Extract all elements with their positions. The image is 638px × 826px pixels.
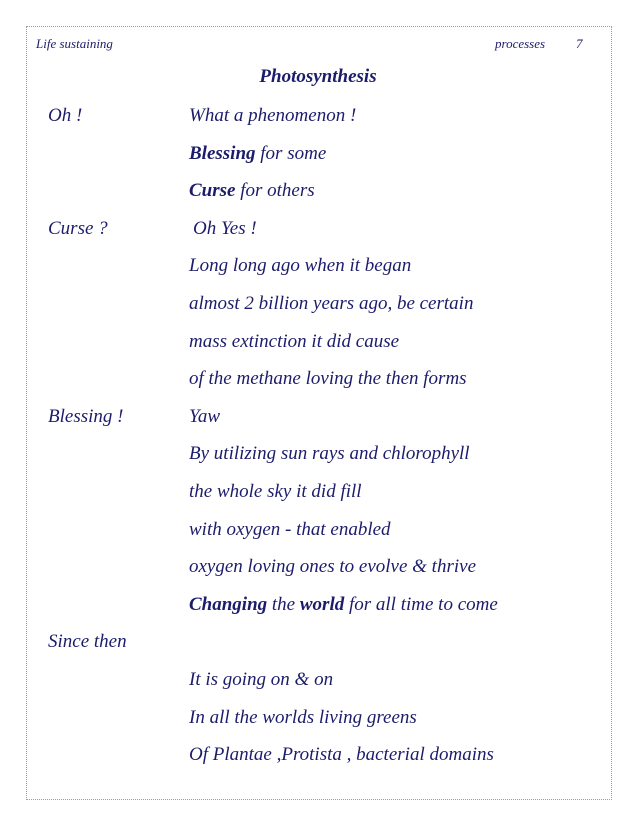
poem-text: Long long ago when it began [189, 255, 412, 277]
poem-cue: Since then [48, 631, 127, 653]
poem-line [0, 556, 638, 594]
poem-text [189, 594, 498, 616]
poem-line [0, 744, 638, 782]
poem-line [0, 519, 638, 557]
poem-text-rest: for all time to come [344, 593, 498, 615]
poem-text-rest: for some [255, 142, 327, 164]
emphasis-word: Curse [189, 180, 236, 202]
poem-cue: Oh ! [48, 105, 83, 126]
header-left-text: Life sustaining [36, 36, 113, 51]
running-header [36, 36, 602, 56]
poem-text: of the methane loving the then forms [189, 368, 467, 390]
page-number: 7 [576, 36, 583, 51]
poem-text-mid: the [267, 593, 300, 615]
poem-line [0, 293, 638, 331]
poem-text: It is going on & on [189, 668, 334, 690]
emphasis-word: world [299, 593, 345, 615]
poem-line [0, 631, 638, 669]
poem-line [0, 406, 638, 444]
poem-body [0, 105, 638, 782]
poem-text: mass extinction it did cause [189, 330, 400, 352]
poem-text: In all the worlds living greens [189, 706, 417, 728]
poem-text: What a phenomenon ! [189, 105, 357, 126]
poem-text: Yaw [189, 405, 220, 427]
poem-text [189, 143, 326, 165]
poem-line [0, 143, 638, 181]
poem-text: Oh Yes ! [193, 217, 257, 239]
poem-line [0, 218, 638, 256]
poem-line [0, 443, 638, 481]
poem-line [0, 707, 638, 745]
poem-text-rest: for others [235, 180, 315, 202]
poem-cue: Blessing ! [48, 405, 124, 427]
poem-text: Of Plantae ,Protista , bacterial domains [189, 744, 494, 766]
poem-text: oxygen loving ones to evolve & thrive [189, 556, 477, 578]
emphasis-word: Blessing [189, 142, 256, 164]
header-right-text: processes [495, 36, 546, 51]
emphasis-word: Changing [189, 593, 268, 615]
poem-text: almost 2 billion years ago, be certain [189, 292, 474, 314]
poem-text: with oxygen - that enabled [189, 518, 391, 540]
poem-title: Photosynthesis [259, 66, 377, 87]
poem-text [189, 180, 315, 202]
poem-line [0, 105, 638, 143]
poem-text: By utilizing sun rays and chlorophyll [189, 443, 470, 465]
poem-line [0, 368, 638, 406]
poem-line [0, 255, 638, 293]
poem-line [0, 594, 638, 632]
poem-text: the whole sky it did fill [189, 480, 362, 502]
poem-line [0, 669, 638, 707]
poem-line [0, 481, 638, 519]
poem-line [0, 331, 638, 369]
poem-cue: Curse ? [48, 217, 108, 239]
poem-line [0, 180, 638, 218]
